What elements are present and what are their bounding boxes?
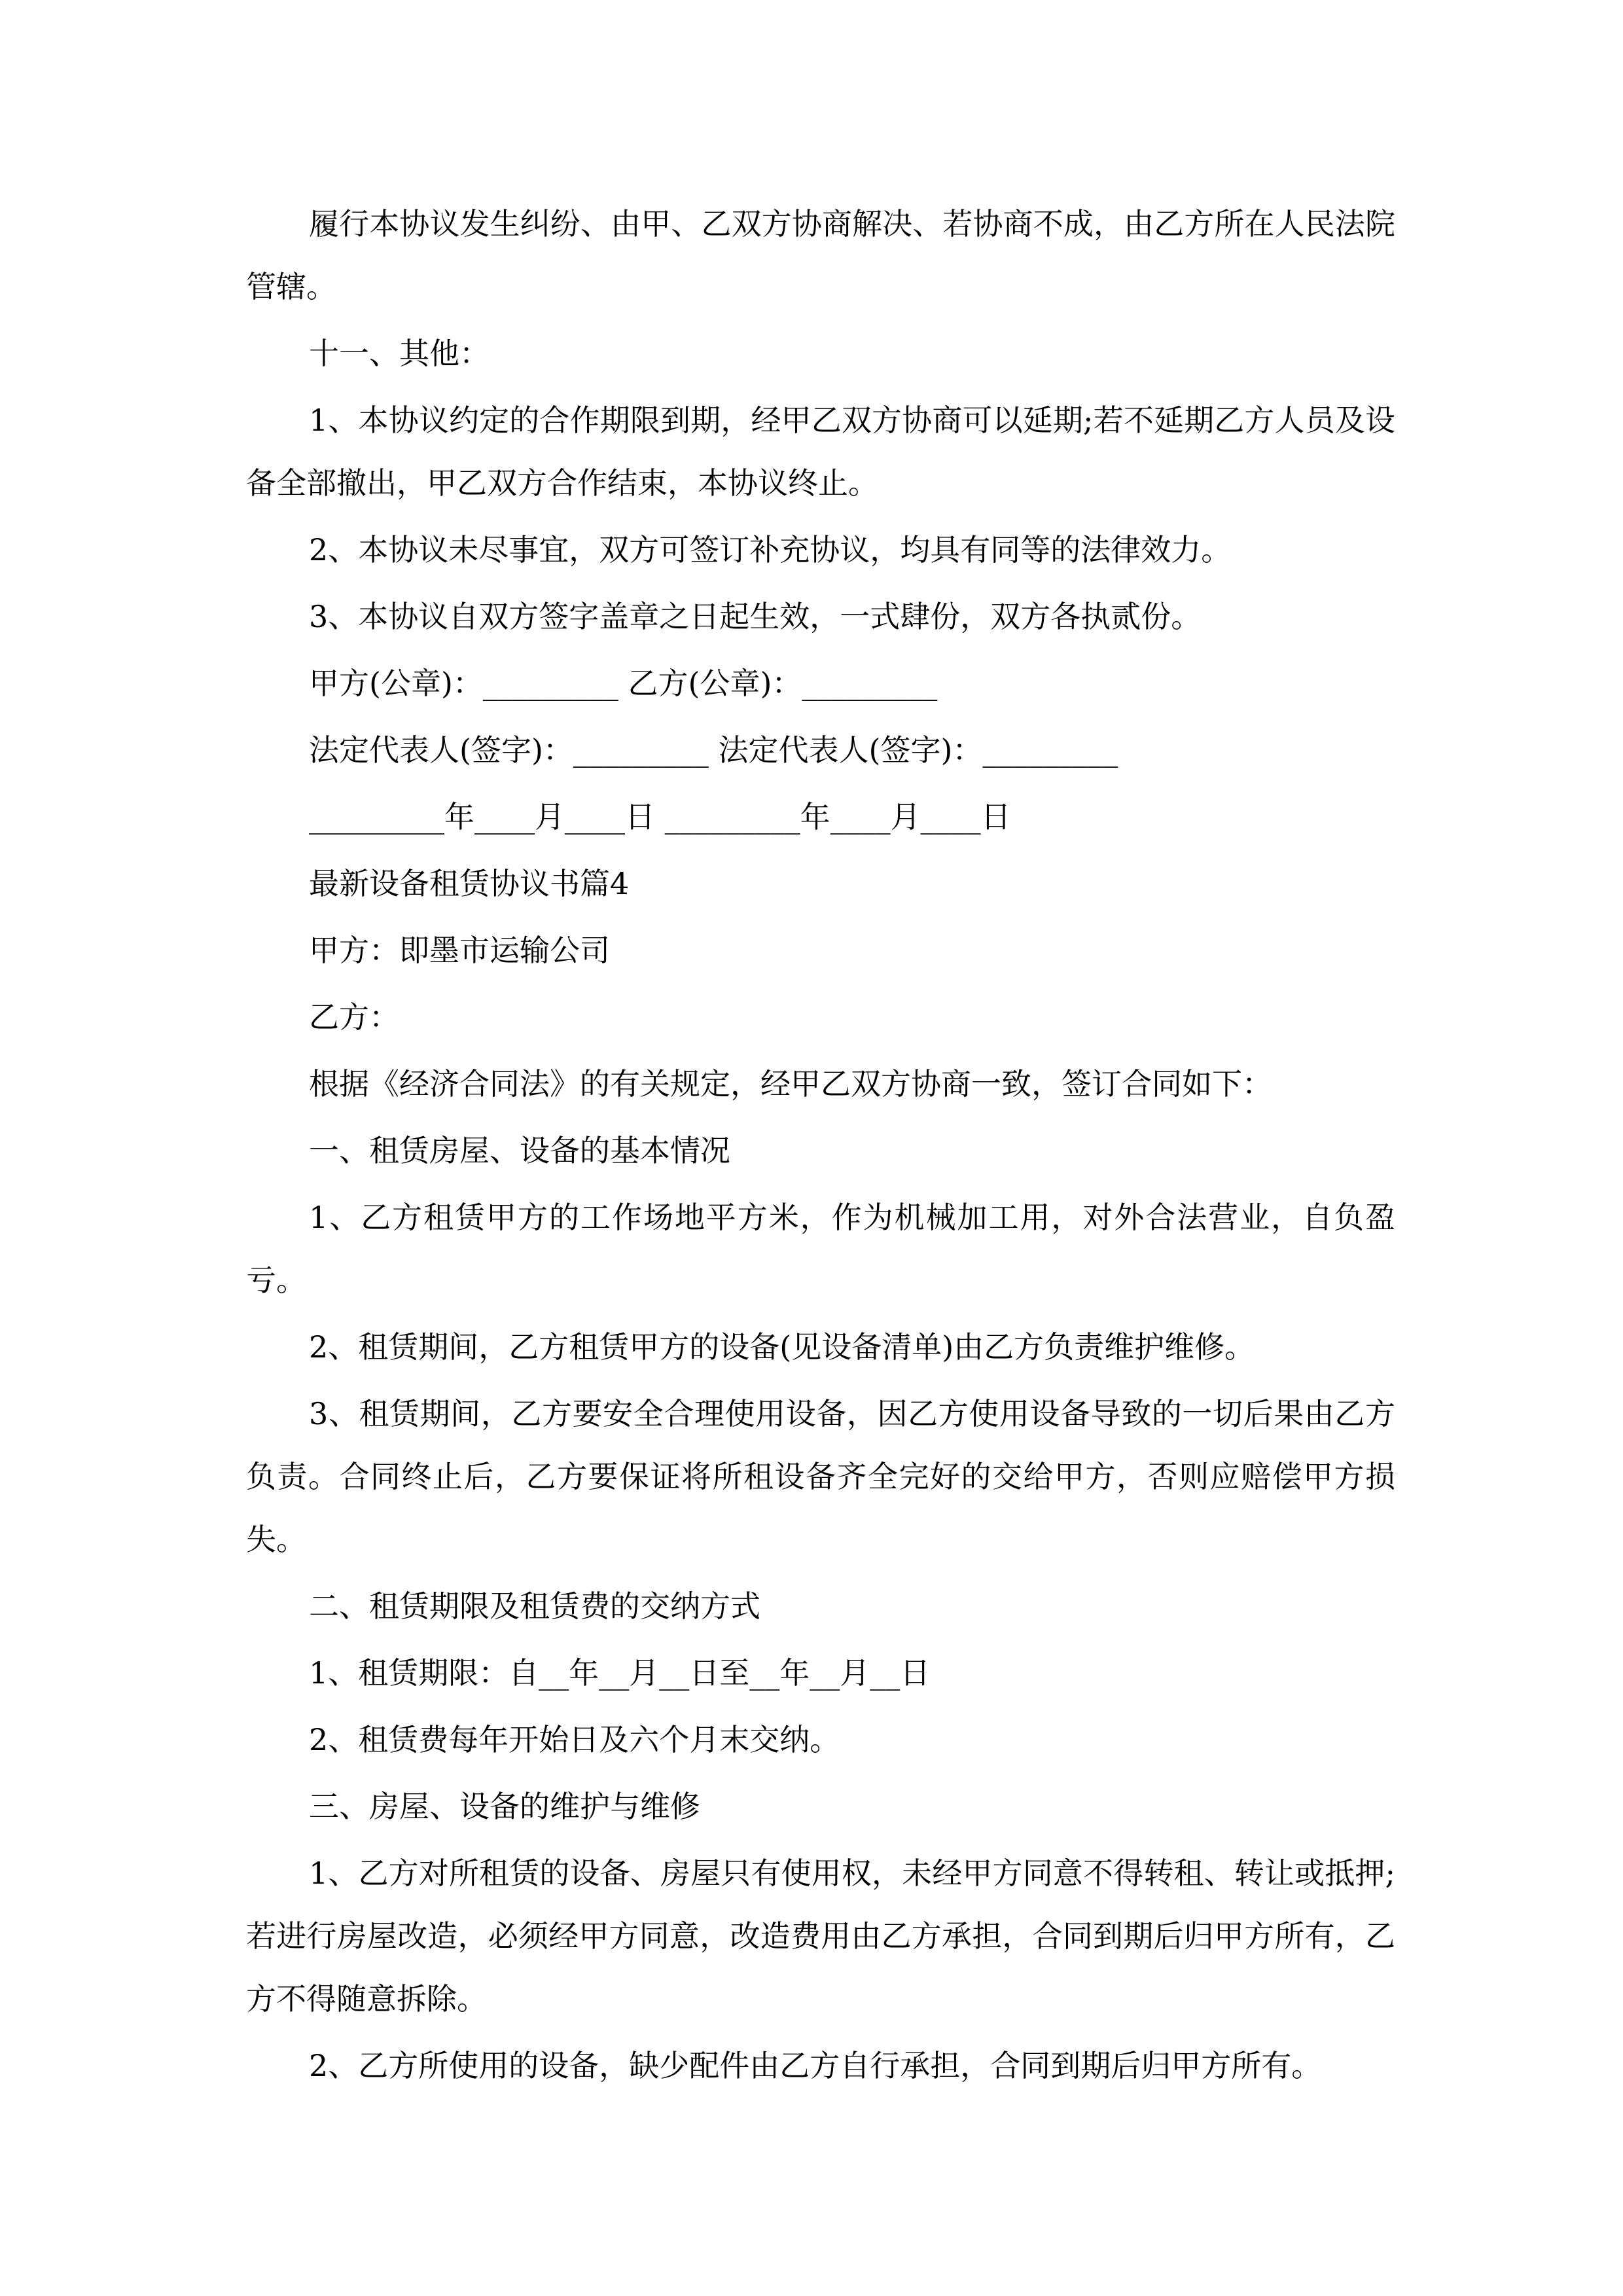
document-paragraph: 1、租赁期限：自__年__月__日至__年__月__日: [309, 1655, 931, 1691]
document-paragraph: 甲方(公章)：_________ 乙方(公章)：_________: [309, 666, 938, 701]
document-paragraph: 2、乙方所使用的设备，缺少配件由乙方自行承担，合同到期后归甲方所有。: [309, 2048, 1322, 2083]
document-paragraph: 1、本协议约定的合作期限到期，经甲乙双方协商可以延期;若不延期乙方人员及设备全部撤出，甲乙双方合作结束，本协议终止。: [246, 403, 1395, 501]
document-paragraph: 3、租赁期间，乙方要安全合理使用设备，因乙方使用设备导致的一切后果由乙方负责。合同终止后，乙方要保证将所租设备齐全完好的交给甲方，否则应赔偿甲方损失。: [246, 1396, 1395, 1557]
document-paragraph: 2、本协议未尽事宜，双方可签订补充协议，均具有同等的法律效力。: [309, 532, 1232, 567]
document-paragraph: 1、乙方对所租赁的设备、房屋只有使用权，未经甲方同意不得转租、转让或抵押;若进行房屋改造，必须经甲方同意，改造费用由乙方承担，合同到期后归甲方所有，乙方不得随意拆除。: [246, 1856, 1395, 2017]
document-paragraph: 法定代表人(签字)：_________ 法定代表人(签字)：_________: [309, 732, 1118, 768]
document-paragraph: 十一、其他：: [309, 336, 490, 371]
document-paragraph: 最新设备租赁协议书篇4: [309, 866, 630, 901]
document-paragraph: _________年____月____日 _________年____月____日: [309, 799, 1011, 834]
document-paragraph: 三、房屋、设备的维护与维修: [309, 1789, 700, 1824]
document-paragraph: 3、本协议自双方签字盖章之日起生效，一式肆份，双方各执贰份。: [309, 599, 1202, 634]
document-paragraph: 根据《经济合同法》的有关规定，经甲乙双方协商一致，签订合同如下：: [309, 1066, 1272, 1102]
document-paragraph: 乙方：: [309, 999, 399, 1035]
document-paragraph: 2、租赁期间，乙方租赁甲方的设备(见设备清单)由乙方负责维护维修。: [309, 1329, 1255, 1365]
document-paragraph: 履行本协议发生纠纷、由甲、乙双方协商解决、若协商不成，由乙方所在人民法院管辖。: [246, 206, 1395, 304]
document-body: [246, 192, 1395, 2097]
document-paragraph: 二、租赁期限及租赁费的交纳方式: [309, 1588, 760, 1624]
document-paragraph: 1、乙方租赁甲方的工作场地平方米，作为机械加工用，对外合法营业，自负盈亏。: [246, 1200, 1395, 1298]
document-paragraph: 2、租赁费每年开始日及六个月末交纳。: [309, 1722, 840, 1757]
document-paragraph: 一、租赁房屋、设备的基本情况: [309, 1133, 730, 1168]
document-paragraph: 甲方：即墨市运输公司: [309, 933, 610, 968]
